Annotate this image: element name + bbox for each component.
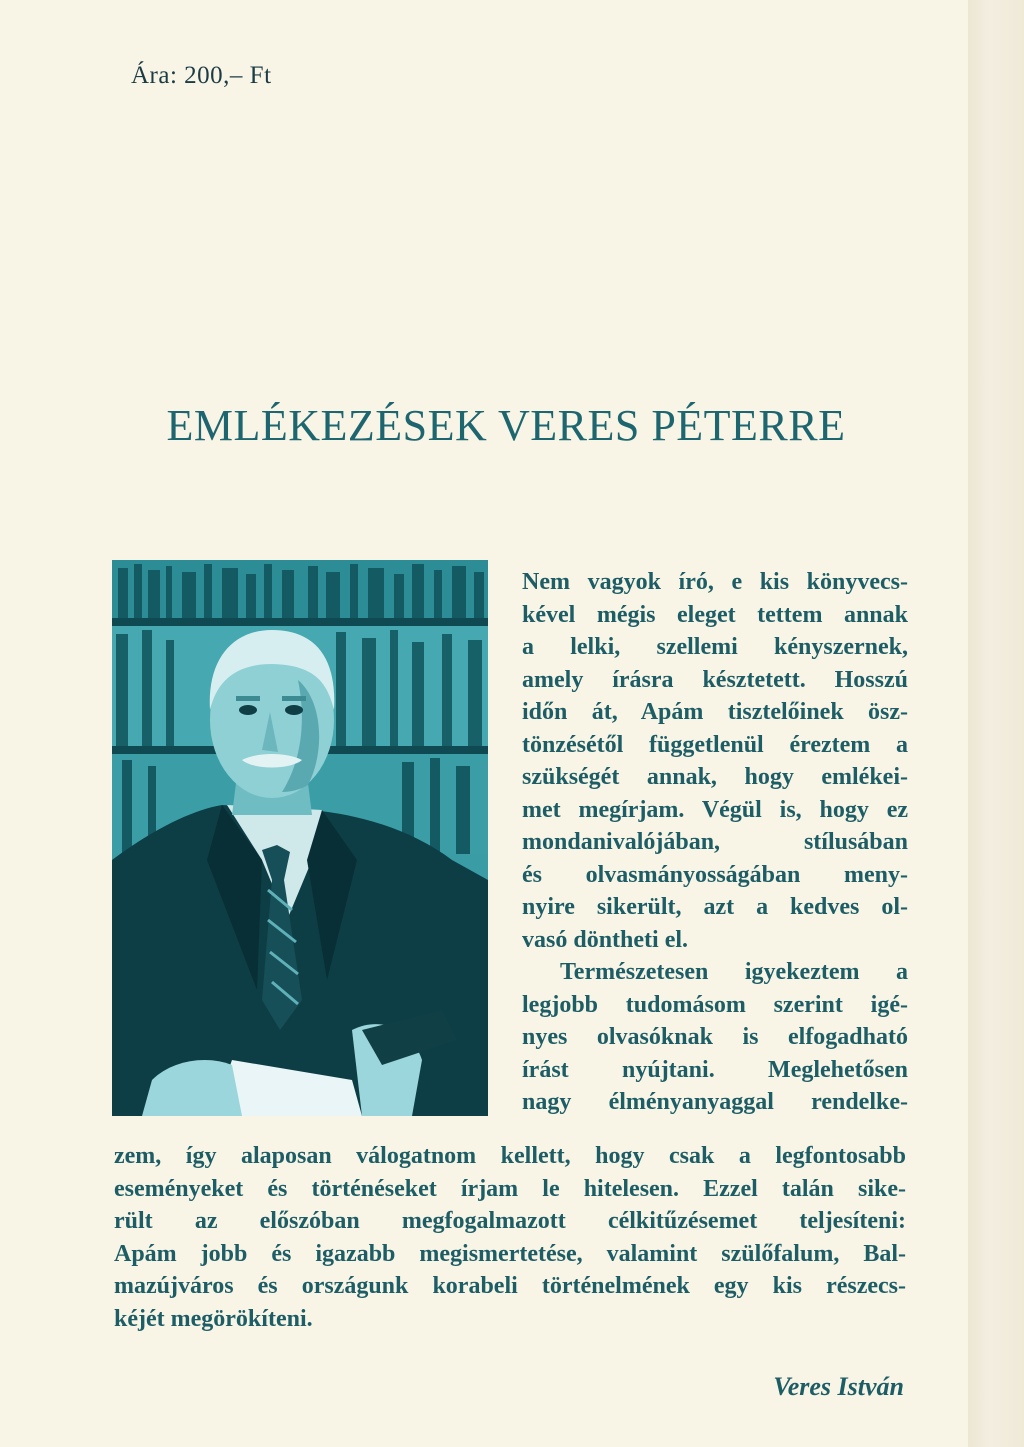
paragraph-2-start	[522, 956, 908, 1119]
text-line: mondanivalójában, stílusában	[522, 829, 908, 855]
text-line: Természetesen igyekeztem a	[560, 959, 908, 985]
text-line: mazújváros és országunk korabeli történelmének egy kis részecs-	[114, 1273, 906, 1299]
text-line: eseményeket és történéseket írjam le hitelesen. Ezzel talán sike-	[114, 1175, 906, 1202]
book-title: EMLÉKEZÉSEK VERES PÉTERRE	[166, 401, 846, 450]
text-line: kével mégis eleget tettem annak	[522, 601, 908, 628]
text-line: met megírjam. Végül is, hogy ez	[522, 796, 908, 823]
text-line: rült az előszóban megfogalmazott célkitűzésemet teljesíteni:	[114, 1208, 906, 1234]
page-edge	[968, 0, 1024, 1447]
text-line: a lelki, szellemi kényszernek,	[522, 634, 908, 660]
text-line: szükségét annak, hogy emlékei-	[522, 764, 908, 790]
text-line: időn át, Apám tisztelőinek ösz-	[522, 699, 908, 725]
text-line: zem, így alaposan válogatnom kellett, hogy csak a legfontosabb	[114, 1143, 906, 1169]
text-line: és olvasmányosságában meny-	[522, 861, 908, 888]
text-line: legjobb tudomásom szerint igé-	[522, 991, 908, 1018]
text-line: amely írásra késztetett. Hosszú	[522, 666, 908, 693]
price-label: Ára: 200,– Ft	[131, 62, 272, 89]
text-line: tönzésétől függetlenül éreztem a	[522, 731, 908, 758]
text-line: nagy élményanyaggal rendelke-	[522, 1089, 908, 1115]
text-line: nyes olvasóknak is elfogadható	[522, 1024, 908, 1050]
intro-text-full-width	[114, 1140, 906, 1335]
text-line: kéjét megörökíteni.	[114, 1305, 313, 1332]
author-portrait-photo	[112, 560, 488, 1116]
text-line: Nem vagyok író, e kis könyvecs-	[522, 569, 908, 595]
paragraph-1	[522, 566, 908, 956]
text-line: vasó döntheti el.	[522, 926, 689, 953]
text-line: írást nyújtani. Meglehetősen	[522, 1056, 908, 1083]
intro-text-right-column	[522, 566, 908, 1119]
text-line: Apám jobb és igazabb megismertetése, valamint szülőfalum, Bal-	[114, 1240, 906, 1267]
author-signature: Veres István	[773, 1372, 904, 1401]
text-line: nyire sikerült, azt a kedves ol-	[522, 894, 908, 920]
